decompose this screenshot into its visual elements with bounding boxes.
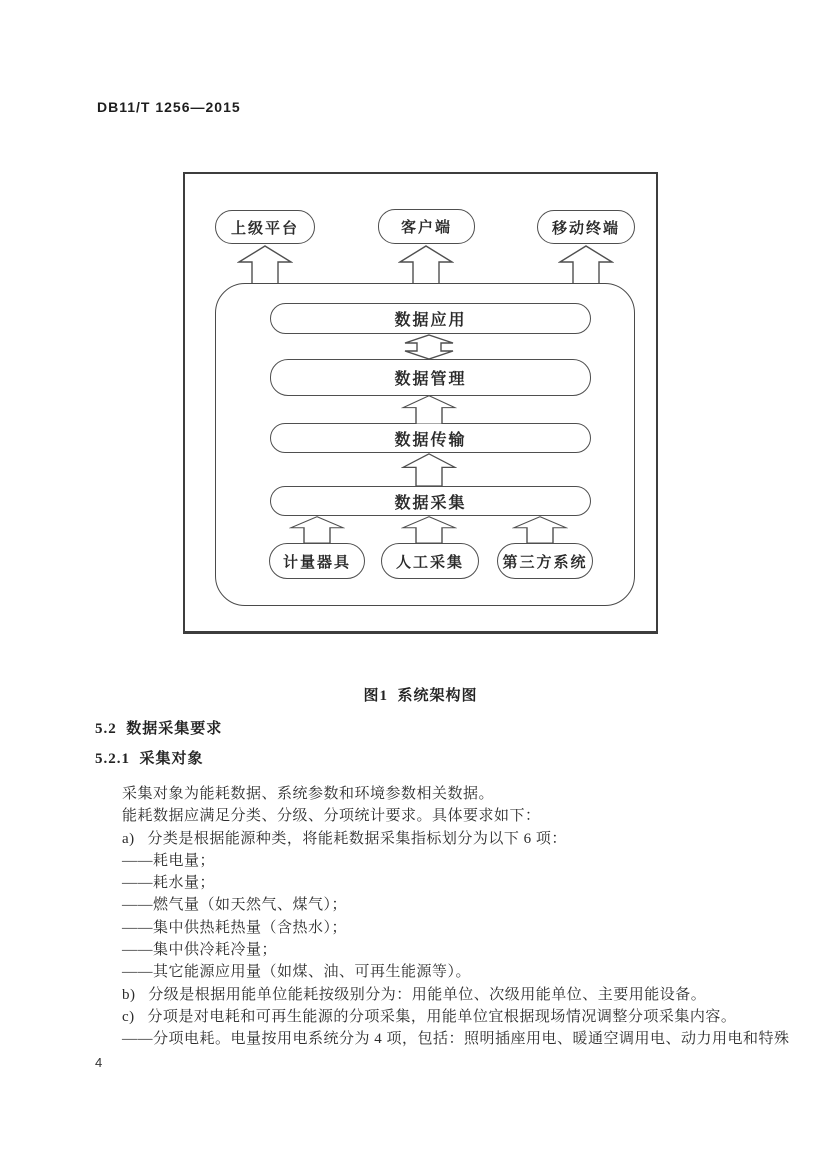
- figure-frame: [183, 172, 658, 634]
- node-label: 人工采集: [395, 554, 464, 571]
- layer-label: 数据应用: [394, 312, 467, 329]
- body-line: ——耗水量；: [122, 875, 216, 892]
- block-arrow-up-icon: [401, 453, 457, 486]
- node-mobile-terminal: [537, 210, 635, 244]
- body-line: ——其它能源应用量（如煤、油、可再生能源等）。: [122, 964, 472, 981]
- block-arrow-up-icon: [401, 516, 457, 543]
- section-heading-5-2: 5.2 数据采集要求: [95, 721, 223, 737]
- layer-label: 数据传输: [394, 431, 467, 449]
- page-number: 4: [95, 1055, 103, 1070]
- standard-number: DB11/T 1256—2015: [97, 99, 241, 115]
- node-label: 客户端: [400, 220, 452, 236]
- block-arrow-double-vertical-icon: [403, 334, 455, 360]
- block-arrow-up-icon: [398, 245, 454, 284]
- layer-data-management: [270, 359, 591, 396]
- layer-label: 数据管理: [394, 371, 467, 388]
- layer-label: 数据采集: [394, 494, 467, 512]
- layer-data-collection: [270, 486, 591, 516]
- node-label: 计量器具: [282, 554, 351, 571]
- node-label: 上级平台: [230, 220, 299, 237]
- body-line: ——集中供热耗热量（含热水）；: [122, 919, 348, 936]
- body-line: 采集对象为能耗数据、系统参数和环境参数相关数据。: [122, 786, 495, 802]
- body-line: ——耗电量；: [122, 852, 216, 869]
- figure-caption: 图1 系统架构图: [363, 688, 478, 704]
- body-line: b) 分级是根据用能单位能耗按级别分为：用能单位、次级用能单位、主要用能设备。: [122, 986, 707, 1003]
- node-client: [378, 209, 475, 244]
- body-line: ——分项电耗。电量按用电系统分为 4 项，包括：照明插座用电、暖通空调用电、动力用电和特殊: [122, 1031, 790, 1048]
- section-heading-5-2-1: 5.2.1 采集对象: [95, 751, 204, 767]
- layer-data-transmission: [270, 423, 591, 453]
- node-third-party-system: [497, 543, 593, 579]
- node-manual-collection: [381, 543, 479, 579]
- body-line: ——集中供冷耗冷量；: [122, 942, 278, 959]
- block-arrow-up-icon: [401, 395, 457, 424]
- body-line: c) 分项是对电耗和可再生能源的分项采集，用能单位宜根据现场情况调整分项采集内容。: [122, 1008, 737, 1025]
- node-label: 移动终端: [551, 220, 620, 237]
- block-arrow-up-icon: [289, 516, 345, 543]
- node-metering-devices: [269, 543, 365, 579]
- block-arrow-up-icon: [558, 245, 614, 284]
- layer-data-application: [270, 303, 591, 334]
- block-arrow-up-icon: [237, 245, 293, 284]
- node-label: 第三方系统: [502, 554, 588, 571]
- body-line: ——燃气量（如天然气、煤气）；: [122, 897, 348, 914]
- body-text: [122, 783, 802, 1051]
- node-superior-platform: [215, 210, 315, 244]
- body-line: 能耗数据应满足分类、分级、分项统计要求。具体要求如下：: [122, 808, 541, 825]
- block-arrow-up-icon: [512, 516, 568, 543]
- body-line: a) 分类是根据能源种类，将能耗数据采集指标划分为以下 6 项：: [122, 830, 567, 847]
